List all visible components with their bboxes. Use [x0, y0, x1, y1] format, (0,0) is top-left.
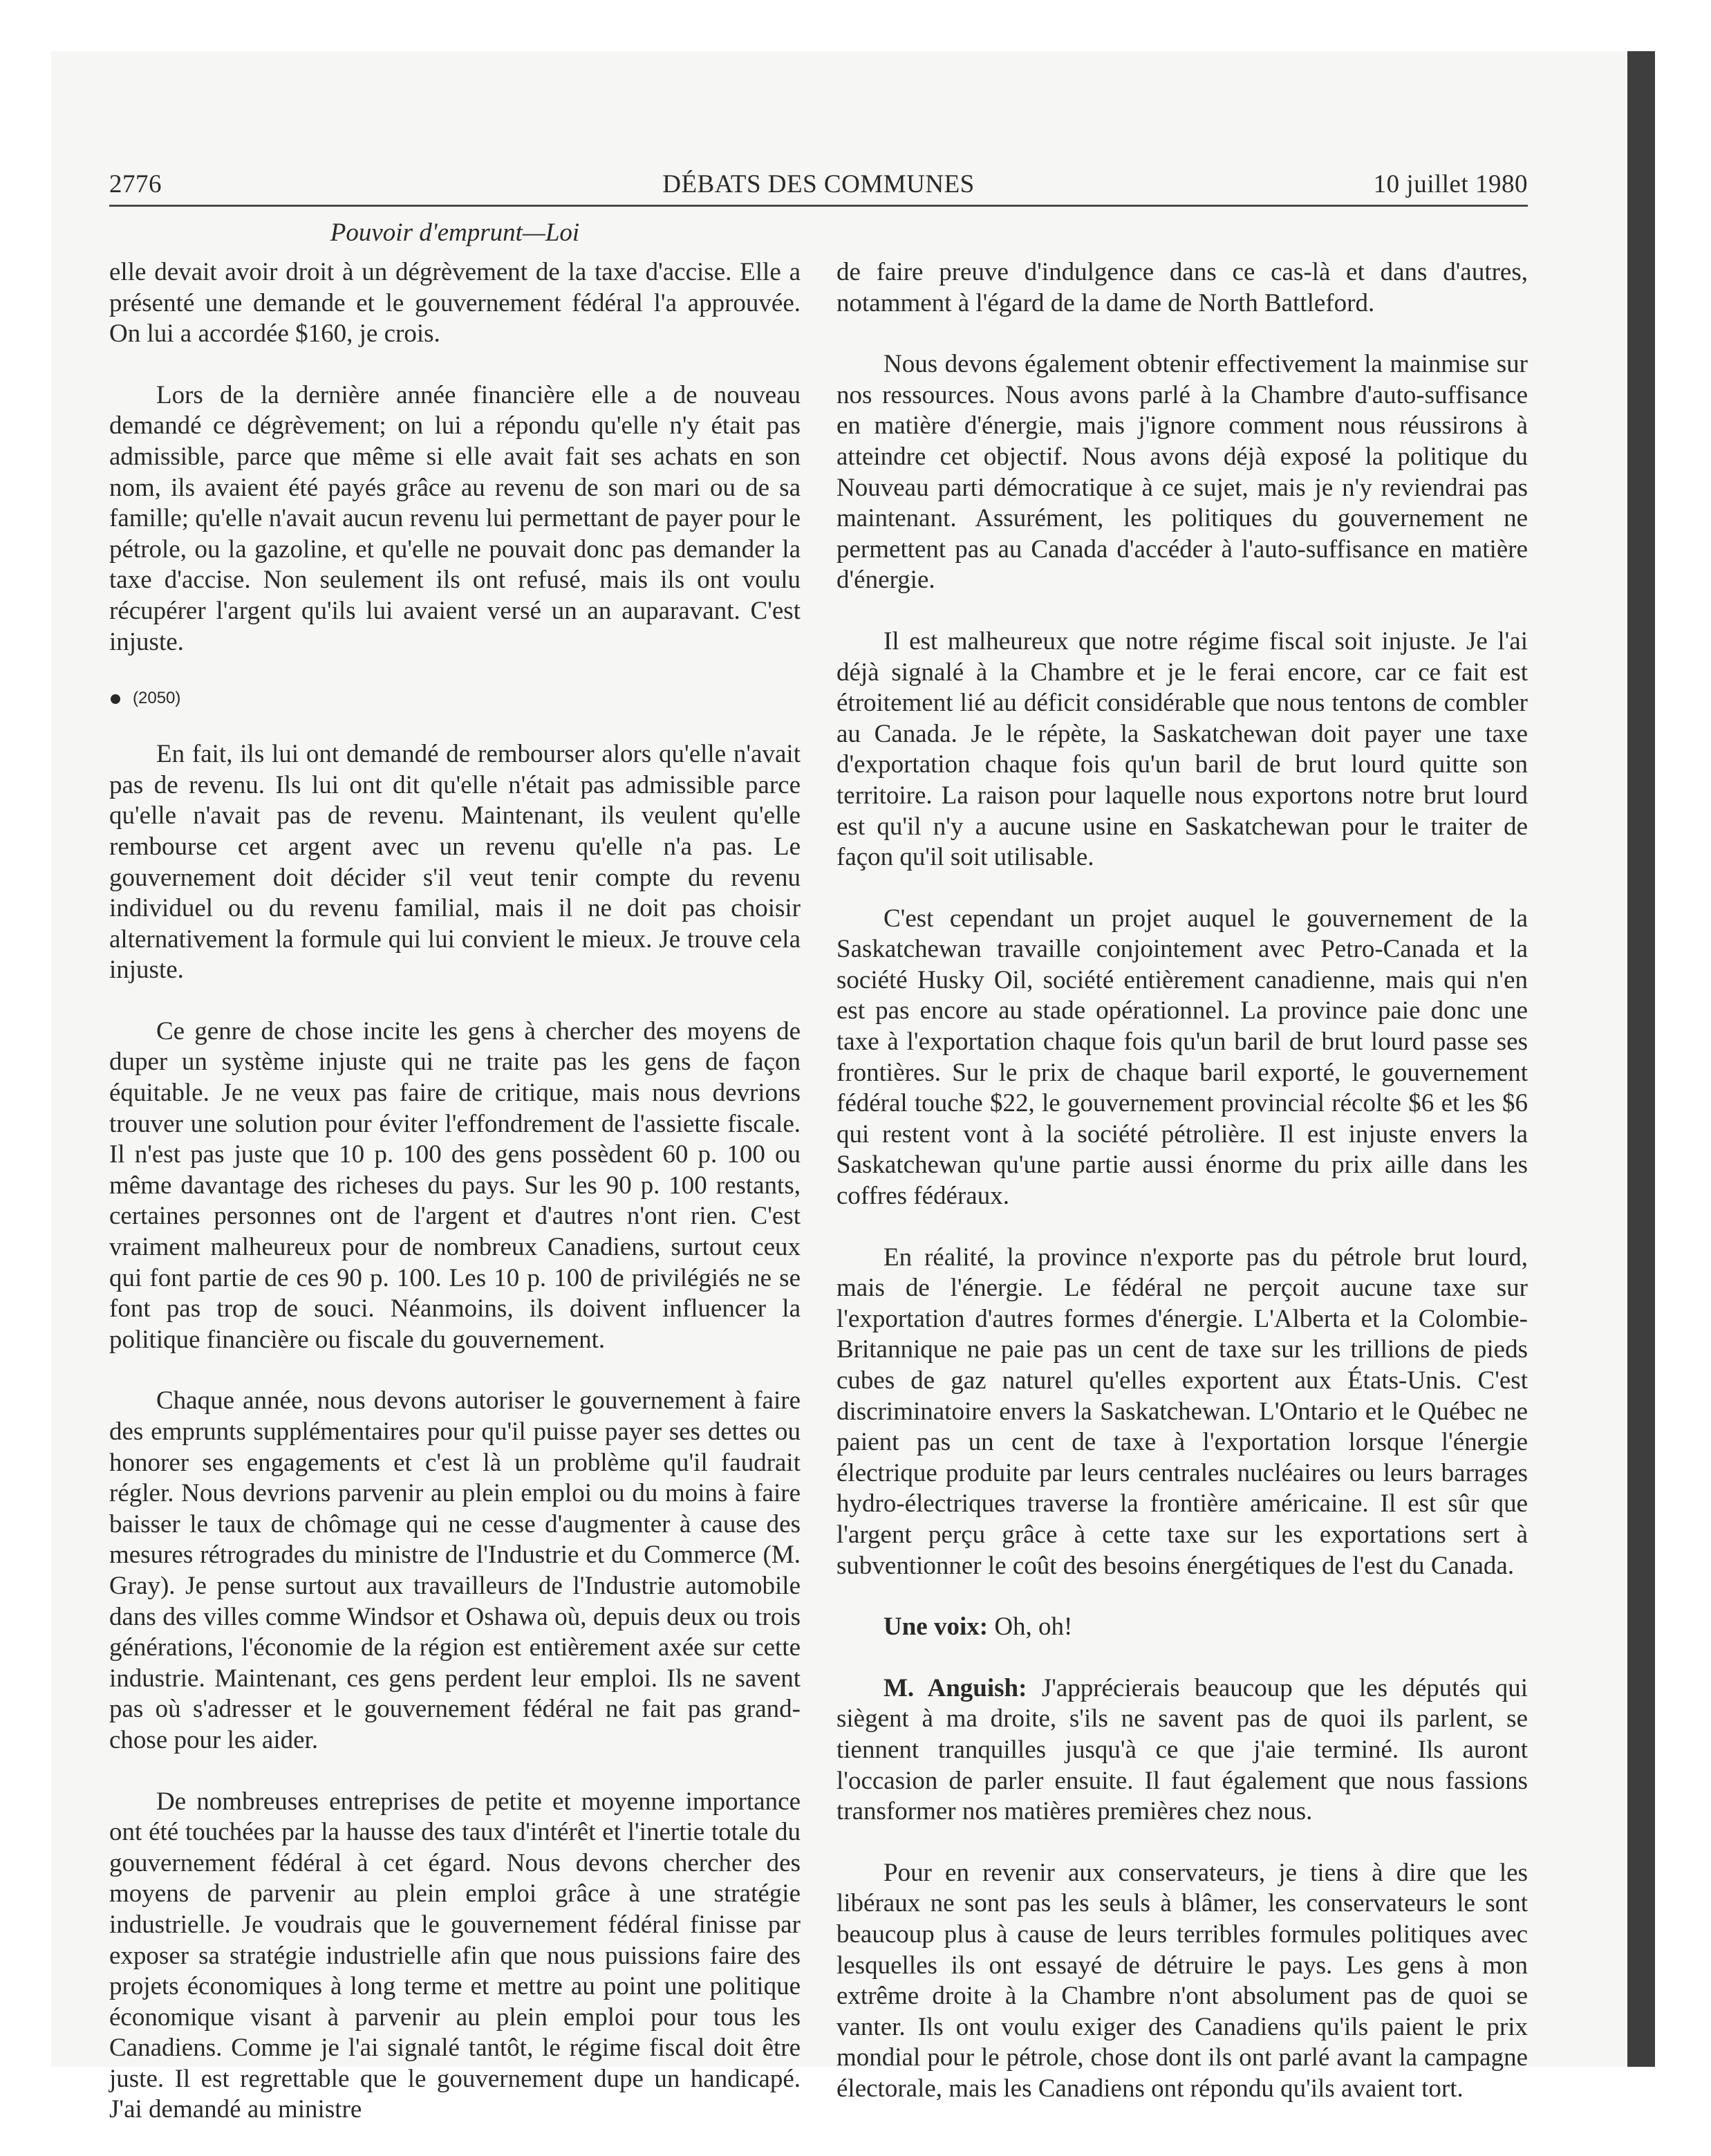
section-title: Pouvoir d'emprunt—Loi [330, 219, 580, 247]
paragraph: En fait, ils lui ont demandé de rembourser alors qu'elle n'avait pas de revenu. Ils lui ont dit qu'elle n'était pas admissible parce qu'elle n'avait pas de revenu. Maintenant, ils veulent qu'elle rembourse cet argent avec un revenu qu'elle n'a pas. Le gouvernement doit décider s'il veut tenir compte du revenu individuel ou du revenu familial, mais il ne doit pas choisir alternativement la formule qui lui convient le mieux. Je trouve cela injuste. [109, 740, 801, 985]
session-date: 10 juillet 1980 [1373, 170, 1528, 198]
time-marker [109, 688, 801, 709]
page-number: 2776 [109, 170, 162, 198]
speaker-name: Une voix: [883, 1613, 989, 1642]
left-column [109, 257, 801, 2156]
right-column [836, 257, 1528, 2135]
bullet-dot-icon [111, 694, 120, 704]
paragraph: Lors de la dernière année financière elle a de nouveau demandé ce dégrèvement; on lui a répondu qu'elle n'y était pas admissible, parce que même si elle avait fait ses achats en son nom, ils avaient été payés grâce au revenu de son mari ou de sa famille; qu'elle n'avait aucun revenu lui permettant de payer pour le pétrole, ou la gazoline, et qu'elle ne pouvait donc pas demander la taxe d'accise. Non seulement ils ont refusé, mais ils ont voulu récupérer l'argent qu'ils lui avaient versé un an auparavant. C'est injuste. [109, 380, 801, 656]
paragraph: elle devait avoir droit à un dégrèvement de la taxe d'accise. Elle a présenté une demande et le gouvernement fédéral l'a approuvée. On lui a accordée $160, je crois. [109, 258, 801, 349]
speaker-paragraph [836, 1673, 1528, 1828]
paragraph: En réalité, la province n'exporte pas du pétrole brut lourd, mais de l'énergie. Le fédéral ne perçoit aucune taxe sur l'exportation d'autres formes d'énergie. L'Alberta et la Colombie-Britannique ne paie pas un cent de taxe sur les trillions de pieds cubes de gaz naturel qu'elles exportent aux États-Unis. C'est discriminatoire envers la Saskatchewan. L'Ontario et le Québec ne paient pas un cent de taxe à l'exportation lorsque l'énergie électrique produite par leurs centrales nucléaires ou leurs barrages hydro-électriques traverse la frontière américaine. Il est sûr que l'argent perçu grâce à cette taxe sur les exportations sert à subventionner le coût des besoins énergétiques de l'est du Canada. [836, 1243, 1528, 1580]
paragraph: Ce genre de chose incite les gens à chercher des moyens de duper un système injuste qui ne traite pas les gens de façon équitable. Je ne veux pas faire de critique, mais nous devrions trouver une solution pour éviter l'effondrement de l'assiette fiscale. Il n'est pas juste que 10 p. 100 des gens possèdent 60 p. 100 ou même davantage des richeses du pays. Sur les 90 p. 100 restants, certaines personnes ont de l'argent et d'autres n'ont rien. C'est vraiment malheureux pour de nombreux Canadiens, surtout ceux qui font partie de ces 90 p. 100. Les 10 p. 100 de privilégiés ne se font pas trop de souci. Néanmoins, ils doivent influencer la politique financière ou fiscale du gouvernement. [109, 1016, 801, 1354]
publication-title: DÉBATS DES COMMUNES [662, 170, 975, 198]
scan-edge-shadow [1627, 51, 1655, 2067]
page-header [109, 169, 1528, 207]
speech-text: J'apprécierais beaucoup que les députés qui siègent à ma droite, s'ils ne savent pas de quoi ils parlent, se tiennent tranquilles jusqu'à ce que j'aie terminé. Ils auront l'occasion de parler ensuite. Il faut également que nous fassions transformer nos matières premières chez nous. [836, 1673, 1528, 1826]
paragraph: Chaque année, nous devons autoriser le gouvernement à faire des emprunts supplémentaires pour qu'il puisse payer ses dettes ou honorer ses engagements et c'est là un problème qu'il faudrait régler. Nous devrions parvenir au plein emploi ou du moins à faire baisser le taux de chômage qui ne cesse d'augmenter à cause des mesures rétrogrades du ministre de l'Industrie et du Commerce (M. Gray). Je pense surtout aux travailleurs de l'Industrie automobile dans des villes comme Windsor et Oshawa où, depuis deux ou trois générations, l'économie de la région est entièrement axée sur cette industrie. Maintenant, ces gens perdent leur emploi. Ils ne savent pas où s'adresser et le gouvernement fédéral ne fait pas grand-chose pour les aider. [109, 1386, 801, 1754]
time-marker-label: (2050) [133, 689, 181, 708]
speech-text: Oh, oh! [988, 1613, 1073, 1642]
speaker-paragraph [836, 1612, 1528, 1643]
paragraph: Nous devons également obtenir effectivement la mainmise sur nos ressources. Nous avons parlé à la Chambre d'auto-suffisance en matière d'énergie, mais j'ignore comment nous réussirons à atteindre cet objectif. Nous avons déjà exposé la politique du Nouveau parti démocratique à ce sujet, mais je n'y reviendrai pas maintenant. Assurément, les politiques du gouvernement ne permettent pas au Canada d'accéder à l'auto-suffisance en matière d'énergie. [836, 350, 1528, 595]
paragraph: C'est cependant un projet auquel le gouvernement de la Saskatchewan travaille conjointement avec Petro-Canada et la société Husky Oil, société entièrement canadienne, mais qui n'en est pas encore au stade opérationnel. La province paie donc une taxe à l'exportation chaque fois qu'un baril de brut lourd passe ses frontières. Sur le prix de chaque baril exporté, le gouvernement fédéral touche $22, le gouvernement provincial récolte $6 et les $6 qui restent vont à la société pétrolière. Il est injuste envers la Saskatchewan qu'une partie aussi énorme du prix aille dans les coffres fédéraux. [836, 904, 1528, 1211]
paragraph: de faire preuve d'indulgence dans ce cas-là et dans d'autres, notamment à l'égard de la dame de North Battleford. [836, 258, 1528, 317]
paragraph: De nombreuses entreprises de petite et moyenne importance ont été touchées par la hausse des taux d'intérêt et l'inertie totale du gouvernement fédéral à cet égard. Nous devons chercher des moyens de parvenir au plein emploi grâce à une stratégie industrielle. Je voudrais que le gouvernement fédéral finisse par exposer sa stratégie industrielle afin que nous puissions faire des projets économiques à long terme et mettre au point une politique économique visant à parvenir au plein emploi pour tous les Canadiens. Comme je l'ai signalé tantôt, le régime fiscal doit être juste. Il est regrettable que le gouvernement dupe un handicapé. J'ai demandé au ministre [109, 1787, 801, 2124]
paragraph: Il est malheureux que notre régime fiscal soit injuste. Je l'ai déjà signalé à la Chambre et je le ferai encore, car ce fait est étroitement lié au déficit considérable que nous tentons de combler au Canada. Je le répète, la Saskatchewan doit payer une taxe d'exportation chaque fois qu'un baril de brut lourd quitte son territoire. La raison pour laquelle nous exportons notre brut lourd est qu'il n'y a aucune usine en Saskatchewan pour le traiter de façon qu'il soit utilisable. [836, 626, 1528, 872]
speaker-name: M. Anguish: [883, 1673, 1027, 1702]
paragraph: Pour en revenir aux conservateurs, je tiens à dire que les libéraux ne sont pas les seuls à blâmer, les conservateurs le sont beaucoup plus à cause de leurs terribles formules politiques avec lesquelles ils ont essayé de détruire le pays. Les gens à mon extrême droite à la Chambre n'ont absolument pas de quoi se vanter. Ils ont voulu exiger des Canadiens qu'ils paient le prix mondial pour le pétrole, chose dont ils ont parlé avant la campagne électorale, mais les Canadiens ont répondu qu'ils avaient tort. [836, 1858, 1528, 2103]
